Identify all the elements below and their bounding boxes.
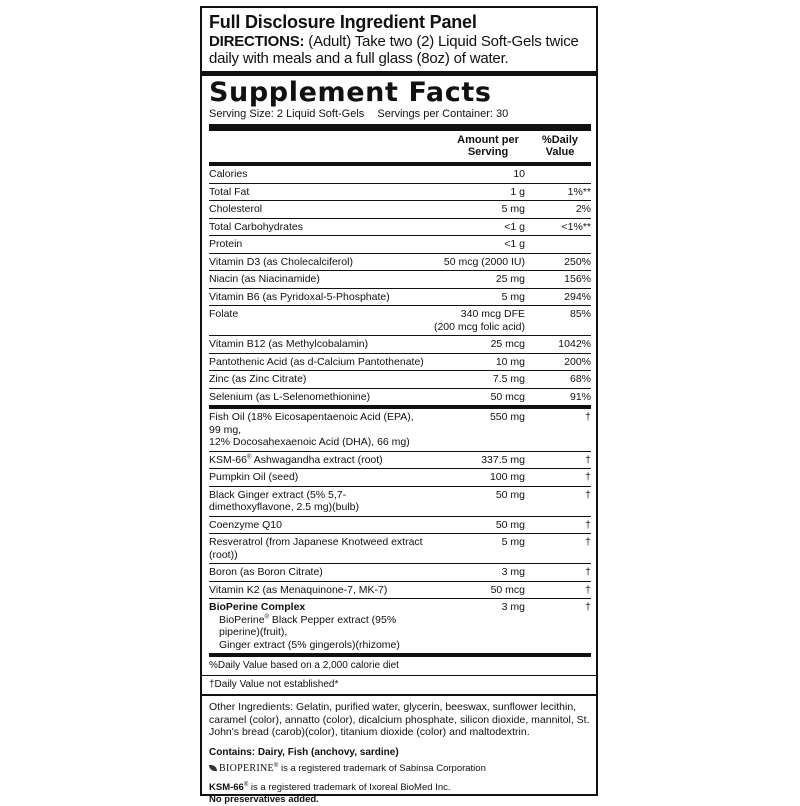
daily-value-footnote: %Daily Value based on a 2,000 calorie diet: [202, 657, 596, 676]
table-row: Total Carbohydrates <1 g <1%**: [209, 219, 591, 237]
directions: [209, 33, 591, 67]
serving-size: Serving Size: 2 Liquid Soft-Gels: [209, 108, 365, 120]
table-column-header: [209, 131, 591, 166]
table-row: Selenium (as L-Selenomethionine) 50 mcg 91%: [209, 389, 591, 410]
facts-table: [209, 124, 591, 657]
table-row: KSM-66® Ashwagandha extract (root) 337.5 mg †: [209, 452, 591, 470]
table-row: Cholesterol 5 mg 2%: [209, 201, 591, 219]
supplement-facts-title: Supplement Facts: [209, 77, 492, 108]
table-row: Fish Oil (18% Eicosapentaenoic Acid (EPA), 99 mg, 12% Docosahexaenoic Acid (DHA), 66 mg) 550 mg †: [209, 409, 591, 452]
dagger-footnote: †Daily Value not established*: [202, 676, 596, 696]
table-row: Calories 10: [209, 166, 591, 184]
table-row: Vitamin D3 (as Cholecalciferol) 50 mcg (2000 IU) 250%: [209, 254, 591, 272]
table-row: Boron (as Boron Citrate) 3 mg †: [209, 564, 591, 582]
table-row: Vitamin B12 (as Methylcobalamin) 25 mcg 1042%: [209, 336, 591, 354]
table-row: Niacin (as Niacinamide) 25 mg 156%: [209, 271, 591, 289]
bioperine-logo: BIOPERINE: [219, 762, 274, 774]
directions-label: DIRECTIONS:: [209, 33, 305, 50]
no-preservatives-note: No preservatives added.: [209, 793, 319, 805]
directions-text: (Adult) Take two (2) Liquid Soft-Gels twice daily with meals and a full glass (8oz) of water.: [209, 33, 579, 67]
supplement-panel: [200, 6, 598, 805]
bioperine-trademark: BIOPERINE® is a registered trademark of Sabinsa Corporation: [209, 763, 591, 775]
table-row-bioperine-complex: BioPerine Complex BioPerine® Black Pepper extract (95% piperine)(fruit), Ginger extract (5% gingerols)(rhizome) 3 mg †: [209, 599, 591, 657]
table-row: Black Ginger extract (5% 5,7- dimethoxyflavone, 2.5 mg)(bulb) 50 mg †: [209, 487, 591, 517]
amount-column-header: Amount per Serving: [457, 134, 519, 158]
allergen-statement: Contains: Dairy, Fish (anchovy, sardine): [209, 746, 399, 758]
table-row: Resveratrol (from Japanese Knotweed extract (root)) 5 mg †: [209, 534, 591, 564]
table-row: Zinc (as Zinc Citrate) 7.5 mg 68%: [209, 371, 591, 389]
table-row: Coenzyme Q10 50 mg †: [209, 517, 591, 535]
serving-info: [209, 108, 591, 121]
ksm-trademark: KSM-66® is a registered trademark of Ixoreal BioMed Inc.: [209, 781, 451, 793]
table-row: Pumpkin Oil (seed) 100 mg †: [209, 469, 591, 487]
servings-per-container: Servings per Container: 30: [377, 108, 509, 120]
daily-value-column-header: %Daily Value: [541, 134, 579, 158]
table-row: Protein <1 g: [209, 236, 591, 254]
panel-title: Full Disclosure Ingredient Panel: [209, 12, 477, 32]
table-row: Vitamin B6 (as Pyridoxal-5-Phosphate) 5 mg 294%: [209, 289, 591, 307]
other-ingredients: Other Ingredients: Gelatin, purified water, glycerin, beeswax, sunflower lecithin, caramel (color), annatto (color), dicalcium phosphate, silicon dioxide, mannitol, St. John's bread (carob)(color), titanium dioxide (color) and maltodextrin.: [209, 701, 590, 738]
header-divider: [202, 71, 596, 76]
footnotes: [209, 657, 591, 696]
table-row: Total Fat 1 g 1%**: [209, 184, 591, 202]
bioperine-leaf-icon: [209, 765, 217, 771]
table-row: Pantothenic Acid (as d-Calcium Pantothenate) 10 mg 200%: [209, 354, 591, 372]
table-row: Folate 340 mcg DFE (200 mcg folic acid) 85%: [209, 306, 591, 336]
table-row: Vitamin K2 (as Menaquinone-7, MK-7) 50 mcg †: [209, 582, 591, 600]
